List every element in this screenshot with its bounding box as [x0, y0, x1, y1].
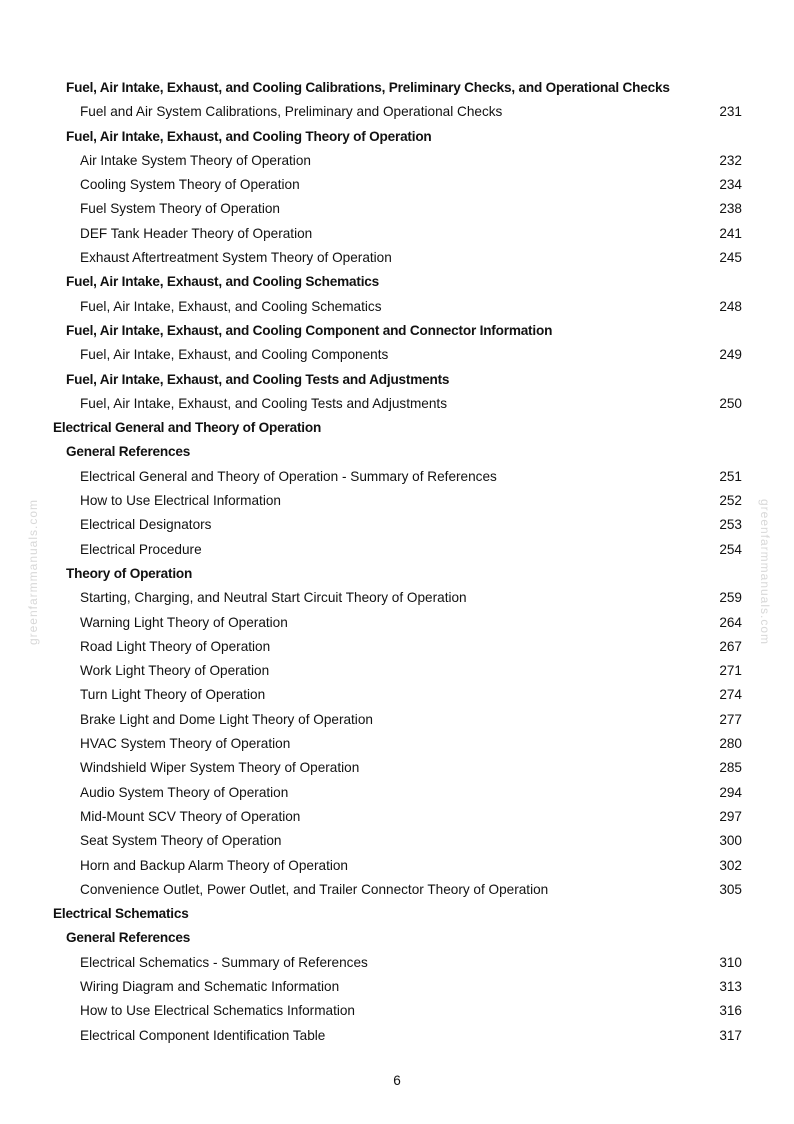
toc-entry-page: 300: [719, 833, 742, 849]
toc-entry-title: Seat System Theory of Operation: [80, 833, 282, 849]
toc-heading: [0, 125, 794, 149]
toc-entry[interactable]: [0, 586, 794, 610]
toc-entry-page: 232: [719, 152, 742, 168]
toc-entry-page: 250: [719, 395, 742, 411]
toc-entry[interactable]: [0, 732, 794, 756]
toc-entry-page: 285: [719, 760, 742, 776]
toc-heading: [0, 440, 794, 464]
toc-entry-page: 241: [719, 225, 742, 241]
toc-entry-title: Fuel, Air Intake, Exhaust, and Cooling Components: [80, 347, 389, 363]
toc-entry-title: Fuel, Air Intake, Exhaust, and Cooling Theory of Operation: [66, 128, 432, 144]
toc-entry-title: Cooling System Theory of Operation: [80, 177, 300, 193]
toc-entry-title: Windshield Wiper System Theory of Operation: [80, 760, 360, 776]
toc-entry-page: 271: [719, 663, 742, 679]
toc-entry-title: How to Use Electrical Schematics Information: [80, 1003, 355, 1019]
toc-entry-title: Air Intake System Theory of Operation: [80, 152, 311, 168]
toc-heading: [0, 902, 794, 926]
toc-entry[interactable]: [0, 197, 794, 221]
toc-entry-page: 264: [719, 614, 742, 630]
toc-entry-page: 294: [719, 784, 742, 800]
toc-entry-page: 310: [719, 954, 742, 970]
toc-entry-page: 251: [719, 468, 742, 484]
toc-entry[interactable]: [0, 538, 794, 562]
toc-entry[interactable]: [0, 756, 794, 780]
toc-entry-page: 238: [719, 201, 742, 217]
toc-entry-title: DEF Tank Header Theory of Operation: [80, 225, 313, 241]
toc-entry[interactable]: [0, 513, 794, 537]
toc-entry[interactable]: [0, 999, 794, 1023]
toc-entry-title: Road Light Theory of Operation: [80, 638, 271, 654]
toc-entry-title: Electrical Schematics - Summary of References: [80, 954, 368, 970]
toc-entry-title: Electrical Designators: [80, 517, 212, 533]
toc-entry-title: Fuel, Air Intake, Exhaust, and Cooling Tests and Adjustments: [66, 371, 450, 387]
toc-entry-page: 280: [719, 736, 742, 752]
toc-entry-title: Electrical Schematics: [53, 906, 189, 922]
toc-heading: [0, 926, 794, 950]
toc-entry-title: How to Use Electrical Information: [80, 493, 281, 509]
toc-heading: [0, 76, 794, 100]
toc-entry-title: Exhaust Aftertreatment System Theory of Operation: [80, 250, 392, 266]
toc-entry-title: Fuel, Air Intake, Exhaust, and Cooling Schematics: [66, 274, 379, 290]
toc-entry[interactable]: [0, 343, 794, 367]
toc-entry[interactable]: [0, 222, 794, 246]
toc-entry-title: Wiring Diagram and Schematic Information: [80, 978, 340, 994]
toc-entry-page: 305: [719, 881, 742, 897]
toc-entry[interactable]: [0, 173, 794, 197]
toc-entry[interactable]: [0, 854, 794, 878]
toc-entry-title: Audio System Theory of Operation: [80, 784, 289, 800]
toc-entry-title: Warning Light Theory of Operation: [80, 614, 288, 630]
toc-entry-page: 277: [719, 711, 742, 727]
toc-entry-title: Fuel, Air Intake, Exhaust, and Cooling Schematics: [80, 298, 382, 314]
toc-entry-title: Fuel, Air Intake, Exhaust, and Cooling Component and Connector Information: [66, 322, 553, 338]
toc-entry[interactable]: [0, 708, 794, 732]
toc-entry[interactable]: [0, 659, 794, 683]
page-number: 6: [393, 1073, 401, 1088]
toc-entry-page: 254: [719, 541, 742, 557]
table-of-contents: [0, 76, 794, 1048]
toc-entry-page: 245: [719, 250, 742, 266]
toc-entry-title: Fuel System Theory of Operation: [80, 201, 280, 217]
toc-entry[interactable]: [0, 246, 794, 270]
toc-entry[interactable]: [0, 805, 794, 829]
toc-entry-page: 267: [719, 638, 742, 654]
toc-entry[interactable]: [0, 295, 794, 319]
toc-entry-title: General References: [66, 444, 191, 460]
toc-entry[interactable]: [0, 489, 794, 513]
toc-entry-page: 249: [719, 347, 742, 363]
toc-entry-page: 317: [719, 1027, 742, 1043]
toc-entry-page: 259: [719, 590, 742, 606]
toc-entry[interactable]: [0, 149, 794, 173]
toc-entry[interactable]: [0, 878, 794, 902]
toc-entry-page: 253: [719, 517, 742, 533]
toc-entry-title: Turn Light Theory of Operation: [80, 687, 266, 703]
toc-entry[interactable]: [0, 683, 794, 707]
toc-entry-title: Work Light Theory of Operation: [80, 663, 270, 679]
toc-heading: [0, 562, 794, 586]
toc-entry-title: Mid-Mount SCV Theory of Operation: [80, 808, 301, 824]
toc-entry-page: 248: [719, 298, 742, 314]
toc-entry-page: 297: [719, 808, 742, 824]
toc-entry-title: Fuel, Air Intake, Exhaust, and Cooling Calibrations, Preliminary Checks, and Operational Checks: [66, 80, 670, 95]
toc-entry[interactable]: [0, 829, 794, 853]
toc-entry-page: 302: [719, 857, 742, 873]
toc-entry-title: Electrical General and Theory of Operation: [53, 420, 322, 436]
toc-heading: [0, 416, 794, 440]
toc-entry-page: 316: [719, 1003, 742, 1019]
toc-entry-page: 231: [719, 104, 742, 120]
toc-entry[interactable]: [0, 465, 794, 489]
toc-entry-page: 313: [719, 978, 742, 994]
toc-entry-page: 252: [719, 493, 742, 509]
toc-entry[interactable]: [0, 100, 794, 124]
toc-entry-title: Electrical General and Theory of Operation - Summary of References: [80, 468, 497, 484]
toc-entry-title: General References: [66, 930, 191, 946]
toc-entry[interactable]: [0, 392, 794, 416]
toc-entry[interactable]: [0, 611, 794, 635]
watermark-left: greenfarmmanuals.com: [26, 498, 40, 646]
toc-entry[interactable]: [0, 635, 794, 659]
toc-heading: [0, 319, 794, 343]
toc-entry[interactable]: [0, 975, 794, 999]
toc-entry-page: 274: [719, 687, 742, 703]
toc-entry-title: Theory of Operation: [66, 565, 193, 581]
toc-entry-page: 234: [719, 177, 742, 193]
watermark-right: greenfarmmanuals.com: [758, 498, 772, 646]
toc-entry-title: Starting, Charging, and Neutral Start Circuit Theory of Operation: [80, 590, 467, 606]
toc-entry-title: Horn and Backup Alarm Theory of Operation: [80, 857, 348, 873]
toc-entry[interactable]: [0, 1024, 794, 1048]
toc-entry-title: Electrical Procedure: [80, 541, 202, 557]
toc-entry[interactable]: [0, 951, 794, 975]
toc-entry-title: Electrical Component Identification Table: [80, 1027, 326, 1043]
toc-heading: [0, 368, 794, 392]
toc-entry-title: HVAC System Theory of Operation: [80, 736, 291, 752]
toc-heading: [0, 270, 794, 294]
toc-entry-title: Fuel and Air System Calibrations, Preliminary and Operational Checks: [80, 104, 503, 120]
toc-entry-title: Fuel, Air Intake, Exhaust, and Cooling Tests and Adjustments: [80, 395, 447, 411]
toc-entry[interactable]: [0, 781, 794, 805]
toc-entry-title: Convenience Outlet, Power Outlet, and Trailer Connector Theory of Operation: [80, 881, 549, 897]
toc-entry-title: Brake Light and Dome Light Theory of Operation: [80, 711, 373, 727]
